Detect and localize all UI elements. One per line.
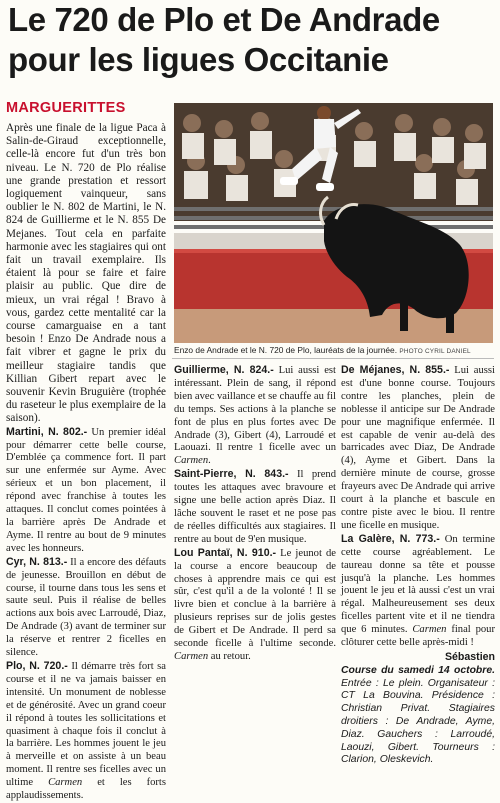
bull-report [174, 468, 336, 546]
photo-credit: PHOTO CYRIL DANIEL [399, 348, 471, 355]
bull-report-text: Il prend toutes les attaques avec bravoure et signe une belle action après Diaz. Il lâche souvent le raset et ne pose pas de réelles difficultés aux stagiaires. Il rentre au bout de 9'en musique. [174, 469, 336, 545]
caption-text: Enzo de Andrade et le N. 720 de Plo, lauréats de la journée. [174, 345, 398, 355]
bulls-list-col3 [341, 364, 495, 650]
bull-report-italic: Carmen [174, 455, 209, 467]
bull-report-italic: Carmen [48, 777, 83, 789]
bull-report-name: Saint-Pierre, N. 843.- [174, 468, 289, 481]
course-info-box [341, 665, 495, 767]
bull-report-text-end: au retour. [208, 650, 251, 662]
bull-report-name: Cyr, N. 813.- [6, 555, 68, 568]
bull-report-text: Le jeunot de la course a encore beaucoup de choses à apprendre mais ce qui est sûr, c'est qu'il a de la volonté ! Il se livre bien et conclue à la barrière à plusieurs reprises sur de jolis gestes de Gibert et De Andrade. Il perd sa seconde ficelle à l'ultime seconde. [174, 547, 336, 650]
bulls-list-col2 [174, 364, 336, 664]
caption-divider [172, 358, 494, 359]
article-column-3 [341, 364, 495, 767]
bull-report-text: Un premier idéal pour démarrer cette belle course, D'emblée ça commence fort. Il part sur une enfermée sur Ayme. Avec sérieux et un bon placement, il répond avec franchise à toutes les attaques. Il conclut comes pointées à la barrière après De Andrade et Ayme. Il rentre au bout de 9 minutes avec les honneurs. [6, 426, 167, 554]
headline [8, 0, 494, 80]
bull-report-text: Il démarre très fort sa course et il ne va jamais baisser en intensité. Un monument de noblesse et de générosité. Avec un grand coeur il répond à toutes les sollicitations et quasiment à chaque fois il conclut à la barrière. Les hommes jouent le jeu à merveille et on assiste à un beau moment. Il rentre ses ficelles avec un ultime [6, 660, 166, 789]
headline-line-2: pour les ligues Occitanie [8, 41, 389, 78]
photo-caption [174, 345, 494, 357]
bull-report-name: De Méjanes, N. 855.- [341, 364, 450, 376]
bull-report [174, 364, 336, 468]
article-column-2 [174, 364, 336, 664]
bull-report [174, 547, 336, 664]
bull-report-italic: Carmen [412, 624, 447, 636]
kicker-location: MARGUERITTES [6, 100, 126, 116]
article-column-1 [6, 100, 166, 803]
bull-report-italic: Carmen [174, 650, 209, 662]
course-info-title: Course du samedi 14 octobre. [341, 664, 495, 676]
bull-report-text-end: final pour clôturer cette belle après-midi ! [341, 624, 495, 649]
bull-report [6, 426, 166, 556]
course-info-body: Entrée : Le plein. Organisateur : CT La Bouvina. Présidence : Christian Privat. Stagiaires droitiers : De Andrade, Ayme, Diaz. Gauchers : Larroudé, Laouzi, Gibert. Tourneurs : Clarion, Oleskevich. [341, 677, 495, 766]
bull-report [6, 660, 166, 803]
bull-report [341, 533, 495, 650]
bull-report [341, 364, 495, 533]
bull-report-name: La Galère, N. 773.- [341, 532, 440, 545]
bull-report [6, 556, 166, 660]
lead-paragraph: Après une finale de la ligue Paca à Salin-de-Giraud exceptionnelle, celle-là encore fut d'un très bon niveau. Le N. 720 de Plo réalise une grande prestation et ressort logiquement vainqueur, sans oublier le N. 802 de Martini, le N. 824 de Guillierme et le N. 855 De Mejanes. Tout cela en parfaite harmonie avec les stagiaires qui ont fait un travail exemplaire. Ils étaient là pour se faire et faire plaisir au public. Que dire de mieux, un vrai régal ! Bravo à vous, gardez cette mentalité car la course camarguaise en a tant besoin ! Enzo De Andrade nous a fait vibrer et gagne le prix du meilleur stagiaire tandis que Killian Gibert repart avec le souvenir Kevin Bruguière (trophée du raseteur le plus exemplaire de la saison). [6, 122, 166, 425]
article-photo [174, 103, 493, 343]
bull-report-text: Il a encore des défauts de jeunesse. Brouillon en début de course, il tourne dans tous les sens et saute seul. Puis il réalise de belles actions aux bois avec Larroudé, Diaz, De Andrade (3) avant de terminer sur la réserve et rentrer 2 ficelles en silence. [6, 556, 166, 659]
bull-report-name: Lou Pantaï, N. 910.- [174, 546, 277, 559]
bull-report-name: Plo, N. 720.- [6, 659, 68, 672]
bull-report-text: On termine cette course agréablement. Le taureau donne sa tête et pousse jusqu'à la planche. Les hommes jouent le jeu et là aussi c'est un vrai régal. Malheureusement ses deux ficelles partent vite et il ne tiendra que 6 minutes. [341, 533, 495, 636]
bull-report-text-end: . [208, 455, 211, 467]
bull-report-text: Lui aussi est d'une bonne course. Toujours contre les planches, plein de noblesse il anticipe sur De Andrade pour une magnifique enfermée. Il est capable de venir au-delà des barricades avec Diaz, De Andrade (4), Ayme et Gibert. Dans la dernière minute de course, grosse frayeurs avec De Andrade qui arrive court à la planche et bascule en contre piste avec le biou. Il rentre une ficelle en musique. [341, 365, 495, 531]
bull-report-text-end: et les forts applaudissements. [6, 777, 166, 802]
bull-report-name: Guillierme, N. 824.- [174, 364, 274, 376]
bulls-list-col1 [6, 426, 166, 803]
bull-report-name: Martini, N. 802.- [6, 425, 88, 438]
author-signature: Sébastien [444, 650, 495, 663]
headline-line-1: Le 720 de Plo et De Andrade [8, 1, 440, 38]
bull-report-text: Lui aussi est intéressant. Plein de sang, il répond bien avec vaillance et se chauffe au fil du temps. Ses actions à la planche se font de plus en plus fortes avec De Andrade (3), Gibert (4), Larroudé et Laouazi. Il rentre 1 ficelle avec un [174, 365, 336, 454]
